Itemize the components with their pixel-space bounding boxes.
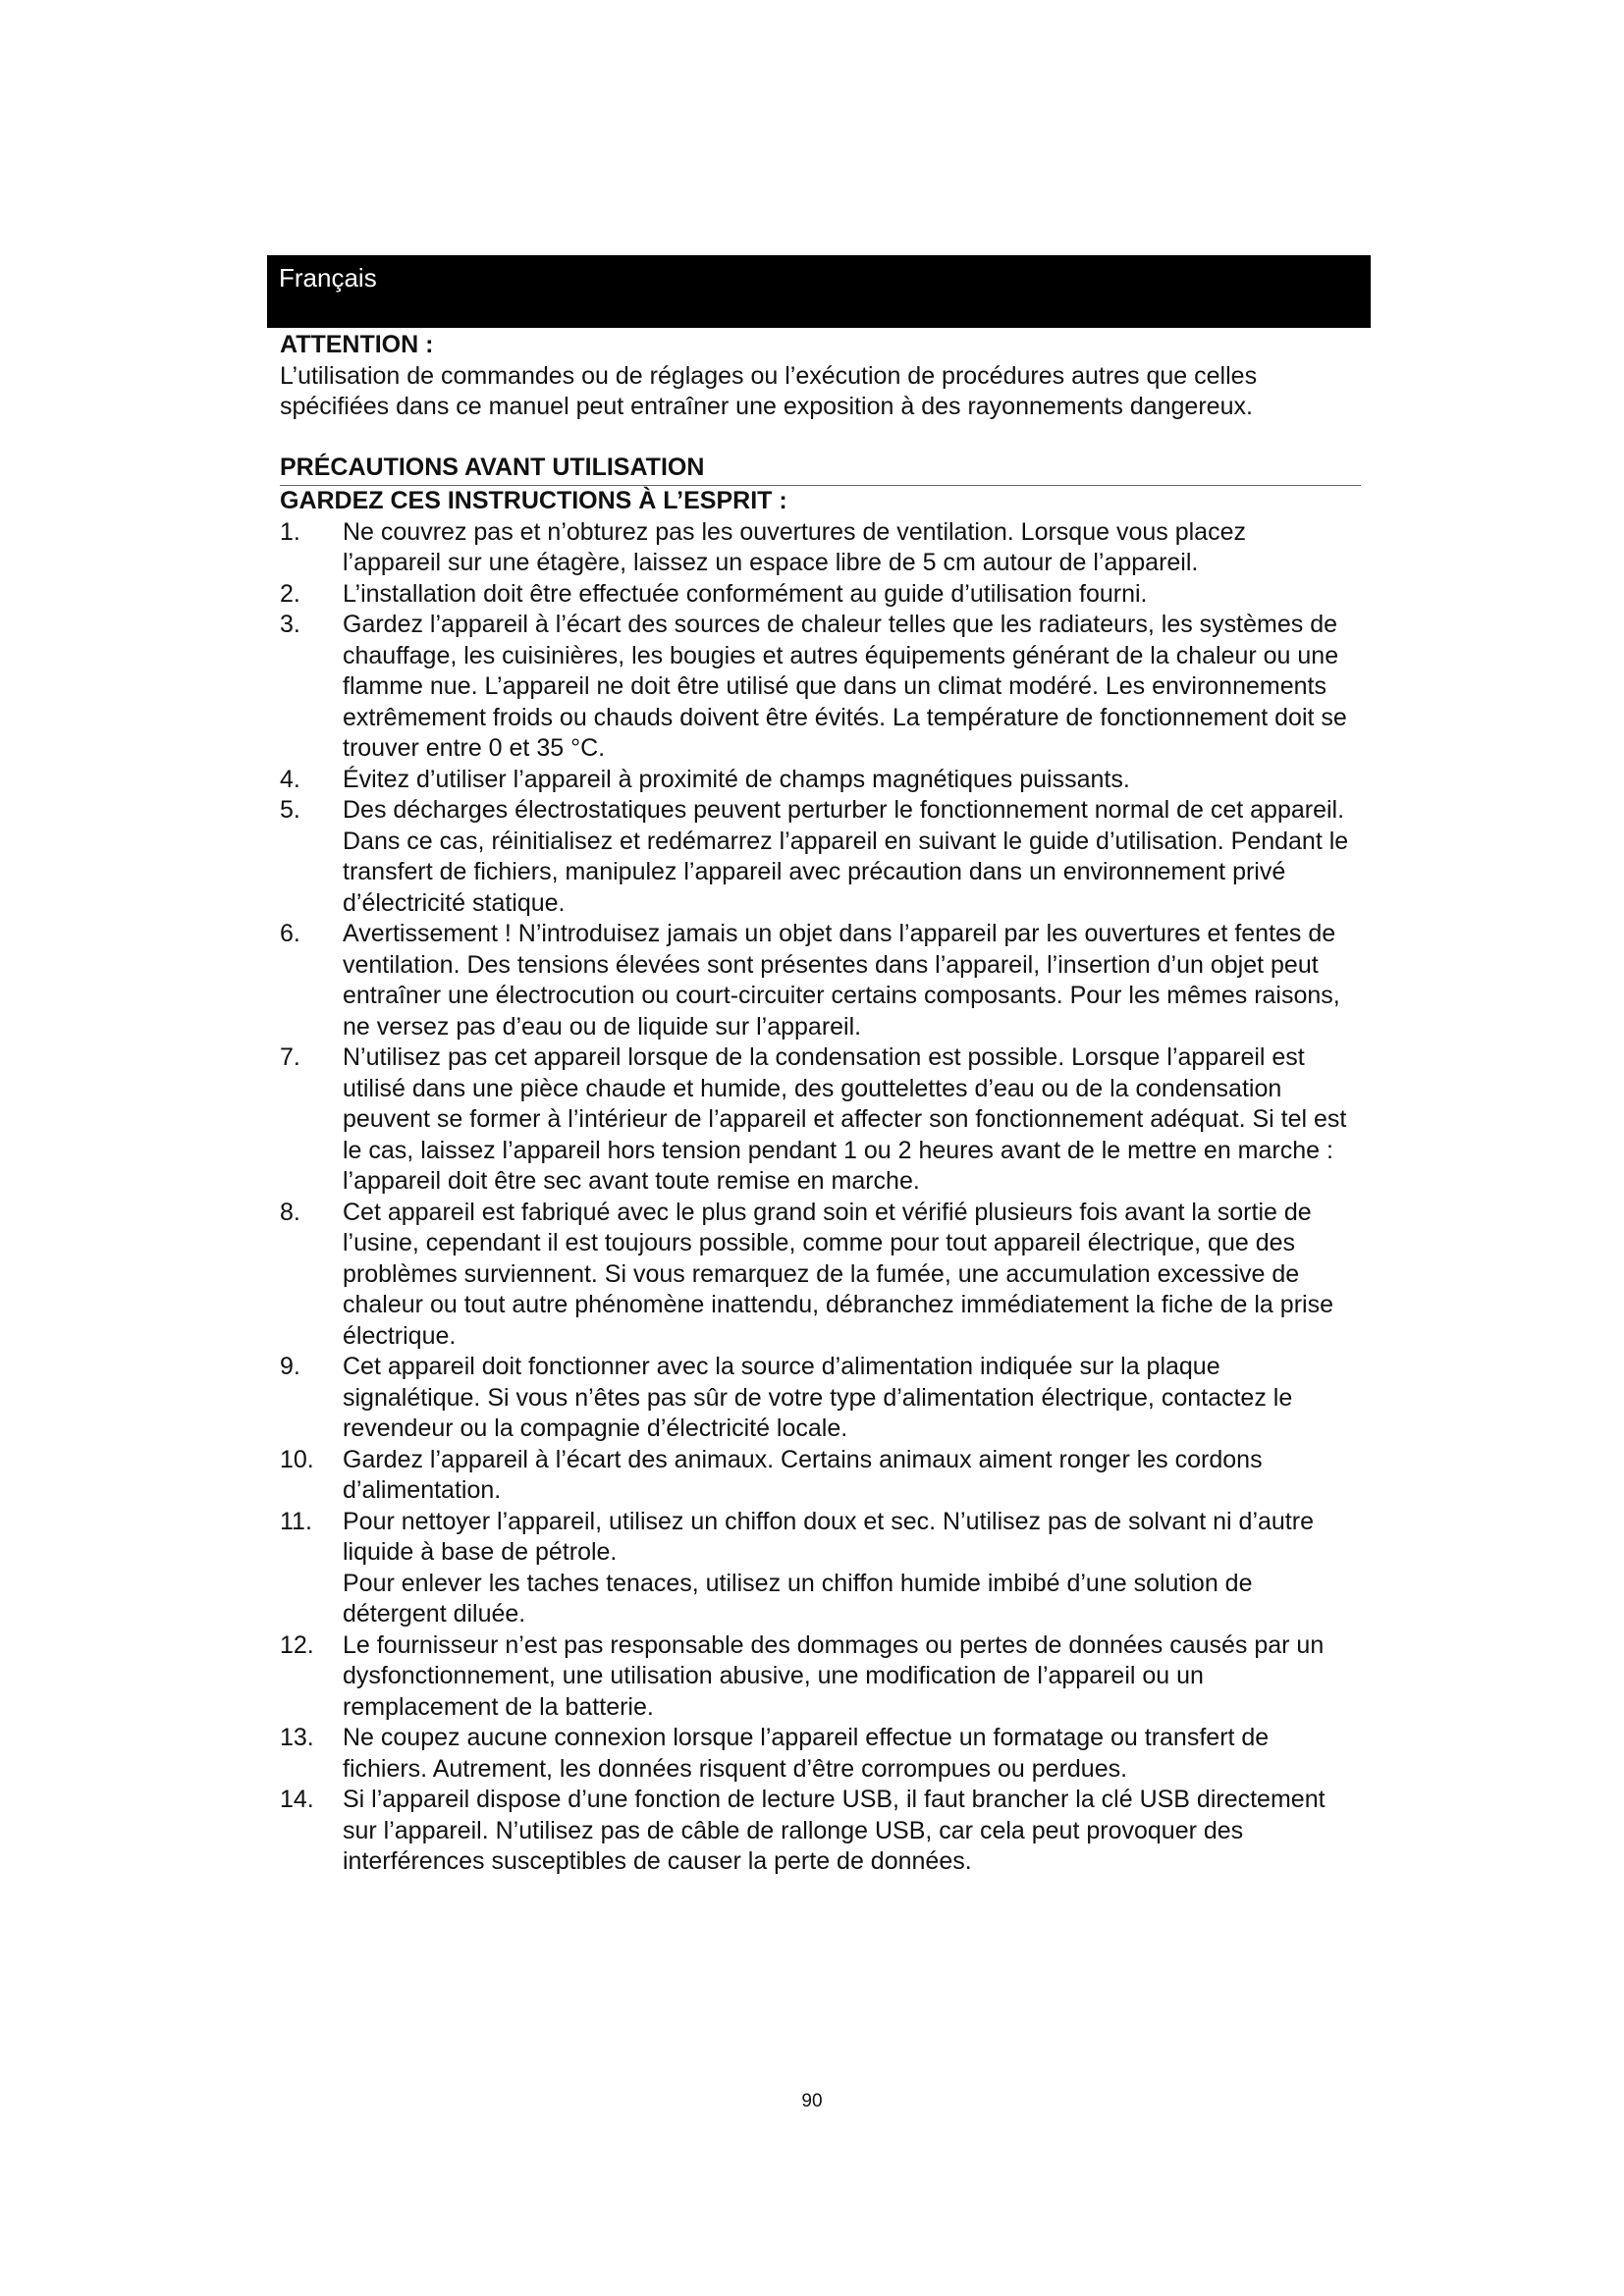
list-item <box>280 1198 1360 1353</box>
list-item-number: 2. <box>280 579 300 608</box>
precautions-title: PRÉCAUTIONS AVANT UTILISATION <box>280 453 705 481</box>
list-item-number: 10. <box>280 1445 314 1473</box>
attention-title: ATTENTION : <box>280 331 434 358</box>
list-item-text: Gardez l’appareil à l’écart des sources de chaleur telles que les radiateurs, les systèmes de chauffage, les cuisinières, les bougies et autres équipements générant de la chaleur ou une flamme nue. L’appareil ne doit être utilisé que dans un climat modéré. Les environnements extrêmement froids ou chauds doivent être évités. La température de fonctionnement doit se trouver entre 0 et 35 °C. <box>343 611 1347 762</box>
language-label: Français <box>279 263 377 293</box>
list-item <box>280 765 1360 796</box>
list-item-text: L’installation doit être effectuée conformément au guide d’utilisation fourni. <box>343 579 1148 608</box>
list-item-number: 11. <box>280 1507 312 1535</box>
list-item-text: Si l’appareil dispose d’une fonction de lecture USB, il faut brancher la clé USB directement sur l’appareil. N’utilisez pas de câble de rallonge USB, car cela peut provoquer des interférences susceptibles de causer la perte de données. <box>343 1786 1326 1875</box>
list-item <box>280 919 1360 1042</box>
list-item-text: Avertissement ! N’introduisez jamais un objet dans l’appareil par les ouvertures et fentes de ventilation. Des tensions élevées sont présentes dans l’appareil, l’insertion d’un objet peut entraîner une électrocution ou court-circuiter certains composants. Pour les mêmes raisons, ne versez pas d’eau ou de liquide sur l’appareil. <box>343 920 1340 1041</box>
list-item-text: Gardez l’appareil à l’écart des animaux. Certains animaux aiment ronger les cordons d’alimentation. <box>343 1445 1263 1504</box>
list-item <box>280 517 1360 579</box>
list-item-body <box>343 1507 1360 1630</box>
list-item <box>280 579 1360 611</box>
list-item-number: 8. <box>280 1198 300 1226</box>
list-item-number: 7. <box>280 1043 300 1071</box>
list-item-text: Ne couvrez pas et n’obturez pas les ouvertures de ventilation. Lorsque vous placez l’appareil sur une étagère, laissez un espace libre de 5 cm autour de l’appareil. <box>343 517 1246 576</box>
list-item <box>280 1352 1360 1445</box>
document-body <box>280 330 1360 1878</box>
list-item-text: Des décharges électrostatiques peuvent perturber le fonctionnement normal de cet appareil. Dans ce cas, réinitialisez et redémarrez l’appareil en suivant le guide d’utilisation. Pendant le transfert de fichiers, manipulez l’appareil avec précaution dans un environnement privé d’électricité statique. <box>343 796 1349 917</box>
list-item <box>280 1723 1360 1785</box>
list-item-text: Le fournisseur n’est pas responsable des dommages ou pertes de données causés par un dysfonctionnement, une utilisation abusive, une modification de l’appareil ou un remplacement de la batterie. <box>343 1630 1325 1721</box>
list-item <box>280 1630 1360 1724</box>
precautions-list <box>280 517 1360 1878</box>
language-header-bar <box>267 255 1371 328</box>
list-item <box>280 1785 1360 1878</box>
list-item-text: Cet appareil est fabriqué avec le plus grand soin et vérifié plusieurs fois avant la sortie de l’usine, cependant il est toujours possible, comme pour tout appareil électrique, que des problèmes surviennent. Si vous remarquez de la fumée, une accumulation excessive de chaleur ou tout autre phénomène inattendu, débranchez immédiatement la fiche de la prise électrique. <box>343 1198 1333 1350</box>
page-number: 90 <box>801 2091 823 2111</box>
list-item-text: Pour nettoyer l’appareil, utilisez un chiffon doux et sec. N’utilisez pas de solvant ni d’autre liquide à base de pétrole. <box>343 1507 1314 1566</box>
list-item-number: 9. <box>280 1353 300 1380</box>
list-item-text: Cet appareil doit fonctionner avec la source d’alimentation indiquée sur la plaque signalétique. Si vous n’êtes pas sûr de votre type d’alimentation électrique, contactez le revendeur ou la compagnie d’électricité locale. <box>343 1353 1293 1442</box>
list-item-text: N’utilisez pas cet appareil lorsque de la condensation est possible. Lorsque l’appareil est utilisé dans une pièce chaude et humide, des gouttelettes d’eau ou de la condensation peuvent se former à l’intérieur de l’appareil et affecter son fonctionnement adéquat. Si tel est le cas, laissez l’appareil hors tension pendant 1 ou 2 heures avant de le mettre en marche : l’appareil doit être sec avant toute remise en marche. <box>343 1043 1347 1195</box>
list-item <box>280 795 1360 919</box>
precautions-subtitle: GARDEZ CES INSTRUCTIONS À L’ESPRIT : <box>280 487 787 514</box>
list-item-number: 3. <box>280 611 300 638</box>
list-item-number: 1. <box>280 517 300 546</box>
list-item <box>280 610 1360 765</box>
list-item-number: 12. <box>280 1630 314 1659</box>
list-item <box>280 1507 1360 1630</box>
list-item-number: 13. <box>280 1724 314 1751</box>
list-item-number: 5. <box>280 796 300 824</box>
list-item-text-continued: Pour enlever les taches tenaces, utilisez un chiffon humide imbibé d’une solution de détergent diluée. <box>343 1569 1253 1628</box>
list-item <box>280 1042 1360 1198</box>
list-item-number: 4. <box>280 765 300 793</box>
list-item-text: Ne coupez aucune connexion lorsque l’appareil effectue un formatage ou transfert de fichiers. Autrement, les données risquent d’être corrompues ou perdues. <box>343 1724 1270 1783</box>
list-item <box>280 1445 1360 1507</box>
list-item-number: 14. <box>280 1786 314 1813</box>
list-item-text: Évitez d’utiliser l’appareil à proximité de champs magnétiques puissants. <box>343 765 1130 793</box>
attention-text: L’utilisation de commandes ou de réglages ou l’exécution de procédures autres que celles spécifiées dans ce manuel peut entraîner une exposition à des rayonnements dangereux. <box>280 361 1258 420</box>
list-item-number: 6. <box>280 920 300 947</box>
